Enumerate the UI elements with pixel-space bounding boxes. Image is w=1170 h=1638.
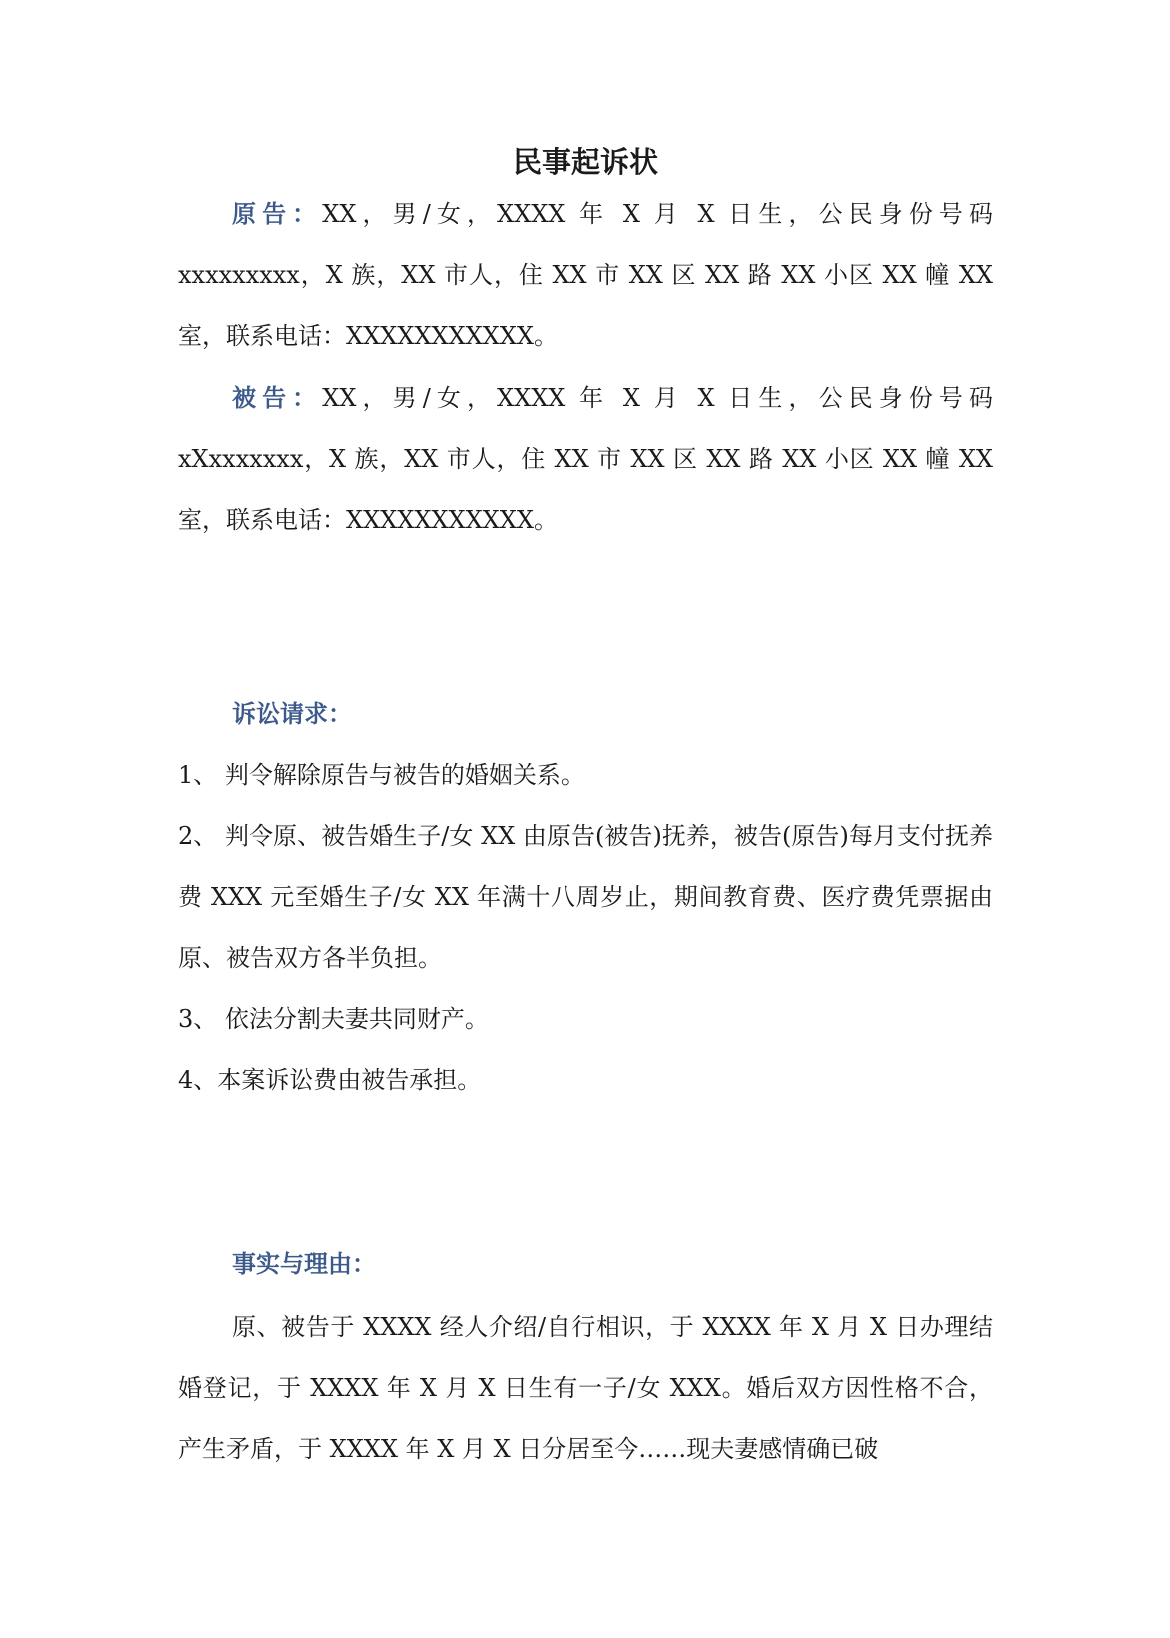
claim-item-1: 1、 判令解除原告与被告的婚姻关系。 [178,761,585,789]
facts-paragraph: 原、被告于 XXXX 经人介绍/自行相识，于 XXXX 年 X 月 X 日办理结婚登记，于 XXXX 年 X 月 X 日生有一子/女 XXX。婚后双方因性格不合，产生矛盾，于 XXXX 年 X 月 X 日分居至今……现夫妻感情确已破 [178,1313,993,1463]
document-title: 民事起诉状 [512,145,658,179]
defendant-paragraph [178,368,993,551]
claim-item-3: 3、 依法分割夫妻共同财产。 [178,1005,489,1033]
plaintiff-text: XX，男/女，XXXX 年 X 月 X 日生，公民身份号码 xxxxxxxxx，X 族，XX 市人，住 XX 市 XX 区 XX 路 XX 小区 XX 幢 XX 室，联系电话：XXXXXXXXXXX。 [178,200,994,350]
defendant-text: XX，男/女，XXXX 年 X 月 X 日生，公民身份号码 xXxxxxxxx，X 族，XX 市人，住 XX 市 XX 区 XX 路 XX 小区 XX 幢 XX 室，联系电话：XXXXXXXXXXX。 [178,384,994,534]
claims-heading: 诉讼请求： [232,700,352,728]
claim-item-2: 2、 判令原、被告婚生子/女 XX 由原告(被告)抚养，被告(原告)每月支付抚养费 XXX 元至婚生子/女 XX 年满十八周岁止，期间教育费、医疗费凭票据由原、被告双方各半负担。 [178,822,993,972]
facts-heading: 事实与理由： [232,1250,376,1278]
plaintiff-paragraph [178,184,993,367]
defendant-label: 被告： [232,384,323,412]
claim-item-4: 4、本案诉讼费由被告承担。 [178,1066,482,1094]
plaintiff-label: 原告： [232,200,323,228]
